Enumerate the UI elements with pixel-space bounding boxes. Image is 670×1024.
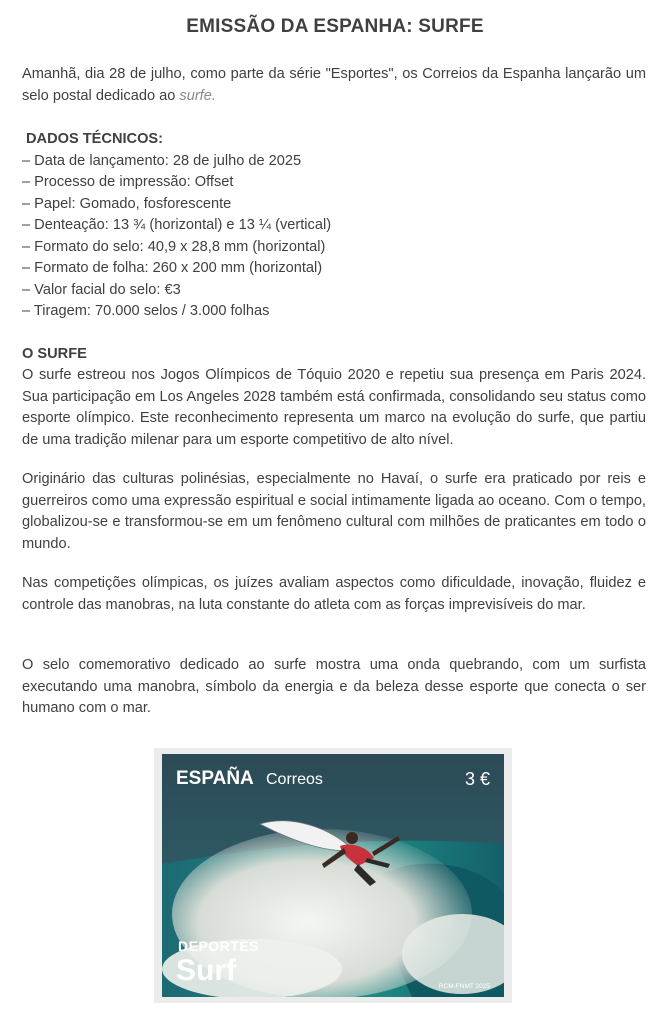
technical-item: – Valor facial do selo: €3 (22, 281, 181, 298)
stamp-credit: RCM-FNMT 2025 (438, 983, 490, 990)
page-title: EMISSÃO DA ESPANHA: SURFE (186, 16, 484, 37)
stamp-operator: Correos (266, 771, 323, 788)
stamp-image (154, 748, 512, 1003)
stamp-country: ESPAÑA (176, 768, 254, 789)
technical-item: – Papel: Gomado, fosforescente (22, 195, 232, 212)
stamp-series: DEPORTES (178, 938, 260, 954)
surf-paragraph-3: Nas competições olímpicas, os juízes avaliam aspectos como dificuldade, inovação, fluidez e controle das manobras, na luta constante do atleta com as forças imprevisíveis do mar. (22, 575, 646, 613)
technical-item: – Data de lançamento: 28 de julho de 2025 (22, 152, 302, 169)
technical-item: – Formato do selo: 40,9 x 28,8 mm (horizontal) (22, 238, 326, 255)
intro-paragraph (22, 64, 646, 107)
intro-emphasis: surfe. (179, 87, 216, 104)
stamp-theme: Surf (176, 954, 236, 987)
stamp-face-value: 3 € (464, 769, 490, 789)
technical-item: – Denteação: 13 ¾ (horizontal) e 13 ¼ (vertical) (22, 217, 332, 233)
technical-item: – Processo de impressão: Offset (22, 174, 234, 190)
technical-heading: DADOS TÉCNICOS: (26, 131, 164, 147)
stamp-artwork (162, 754, 504, 997)
technical-data (22, 129, 331, 323)
surf-paragraph-2: Originário das culturas polinésias, especialmente no Havaí, o surfe era praticado por reis e guerreiros como uma expressão espiritual e social intimamente ligada ao oceano. Com o tempo, globalizou-se e transformou-se em um fenômeno cultural com milhões de praticantes em todo o mundo. (22, 471, 646, 552)
technical-item: – Tiragem: 70.000 selos / 3.000 folhas (22, 303, 270, 319)
surf-paragraph-4: O selo comemorativo dedicado ao surfe mostra uma onda quebrando, com um surfista executando uma manobra, símbolo da energia e da beleza desse esporte que conecta o ser humano com o mar. (22, 657, 646, 716)
technical-item: – Formato de folha: 260 x 200 mm (horizontal) (22, 260, 323, 276)
surf-paragraph-1: O surfe estreou nos Jogos Olímpicos de Tóquio 2020 e repetiu sua presença em Paris 2024. Sua participação em Los Angeles 2028 também está confirmada, consolidando seu status como esporte olímpico. Este reconhecimento representa um marco na evolução do surfe, que partiu de uma tradição milenar para um esporte competitivo de alto nível. (22, 367, 646, 448)
surf-heading: O SURFE (22, 346, 87, 362)
intro-text: Amanhã, dia 28 de julho, como parte da série "Esportes", os Correios da Espanha lançarão um selo postal dedicado ao (22, 66, 646, 104)
